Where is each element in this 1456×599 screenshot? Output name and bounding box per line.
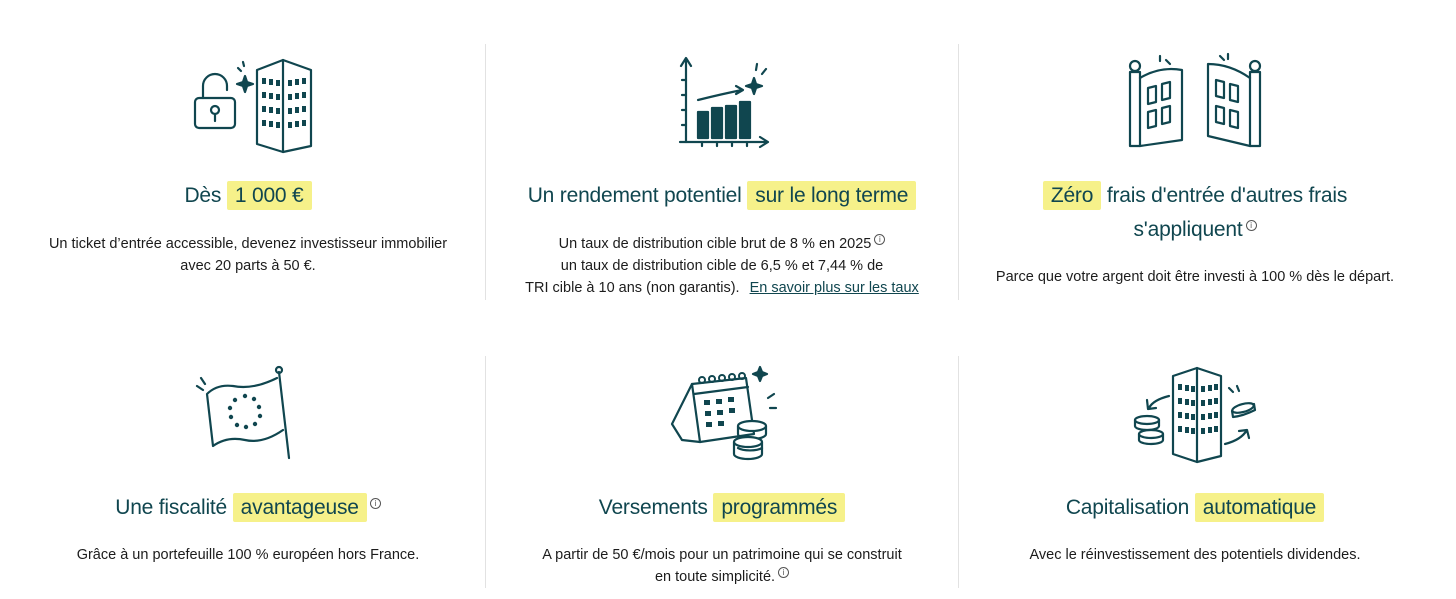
feature-card-scheduled-payments <box>486 312 958 599</box>
growth-chart-icon <box>486 50 958 150</box>
feature-title <box>959 178 1431 214</box>
title-text: frais d'entrée d'autres frais <box>1106 184 1348 207</box>
description-text: Un taux de distribution cible brut de 8 % en 2025 <box>558 236 872 252</box>
feature-title-line2 <box>959 212 1431 248</box>
description-line: un taux de distribution cible de 6,5 % et 7,44 % de <box>560 258 884 274</box>
feature-title <box>486 490 958 526</box>
description-text: en toute simplicité. <box>654 569 776 585</box>
feature-description <box>12 544 484 566</box>
title-text: Une fiscalité <box>115 496 228 519</box>
info-icon[interactable]: i <box>874 234 885 245</box>
title-text: Dès <box>184 184 222 207</box>
feature-description <box>959 266 1431 288</box>
feature-title <box>12 178 484 214</box>
description-line <box>486 566 958 588</box>
description-line: Avec le réinvestissement des potentiels dividendes. <box>1029 547 1361 563</box>
feature-title <box>12 490 484 526</box>
description-line: avec 20 parts à 50 €. <box>180 258 316 274</box>
eu-flag-icon <box>12 364 484 464</box>
description-text: TRI cible à 10 ans (non garantis). <box>525 280 740 296</box>
feature-title <box>959 490 1431 526</box>
title-highlight: programmés <box>713 493 845 522</box>
title-highlight: Zéro <box>1043 181 1101 210</box>
description-line: A partir de 50 €/mois pour un patrimoine qui se construit <box>542 547 902 563</box>
title-highlight: 1 000 € <box>227 181 312 210</box>
info-icon[interactable]: i <box>778 567 789 578</box>
info-icon[interactable]: i <box>370 498 381 509</box>
feature-card-taxation <box>12 312 484 599</box>
title-highlight: sur le long terme <box>747 181 916 210</box>
title-highlight: avantageuse <box>233 493 367 522</box>
feature-card-zero-fees <box>959 0 1431 300</box>
description-line: Parce que votre argent doit être investi à 100 % dès le départ. <box>995 269 1395 285</box>
feature-description <box>486 233 958 299</box>
description-line: Grâce à un portefeuille 100 % européen hors France. <box>76 547 420 563</box>
rates-info-link[interactable]: En savoir plus sur les taux <box>749 280 919 296</box>
open-gate-icon <box>959 52 1431 152</box>
description-line <box>486 277 958 299</box>
title-text: Versements <box>598 496 708 519</box>
title-highlight: automatique <box>1195 493 1324 522</box>
title-text: Un rendement potentiel <box>527 184 742 207</box>
calendar-coins-icon <box>486 364 958 464</box>
feature-description <box>959 544 1431 566</box>
info-icon[interactable]: i <box>1246 220 1257 231</box>
building-coins-cycle-icon <box>959 364 1431 464</box>
title-text: Capitalisation <box>1065 496 1190 519</box>
features-grid <box>12 0 1444 599</box>
lock-building-icon <box>12 52 484 152</box>
feature-description <box>486 544 958 588</box>
feature-description <box>12 233 484 277</box>
feature-card-entry-ticket <box>12 0 484 300</box>
title-text: s'appliquent <box>1133 218 1243 241</box>
description-line <box>486 233 958 255</box>
feature-title <box>486 178 958 214</box>
feature-card-yield <box>486 0 958 300</box>
description-line: Un ticket d’entrée accessible, devenez investisseur immobilier <box>48 236 448 252</box>
feature-card-capitalisation <box>959 312 1431 599</box>
